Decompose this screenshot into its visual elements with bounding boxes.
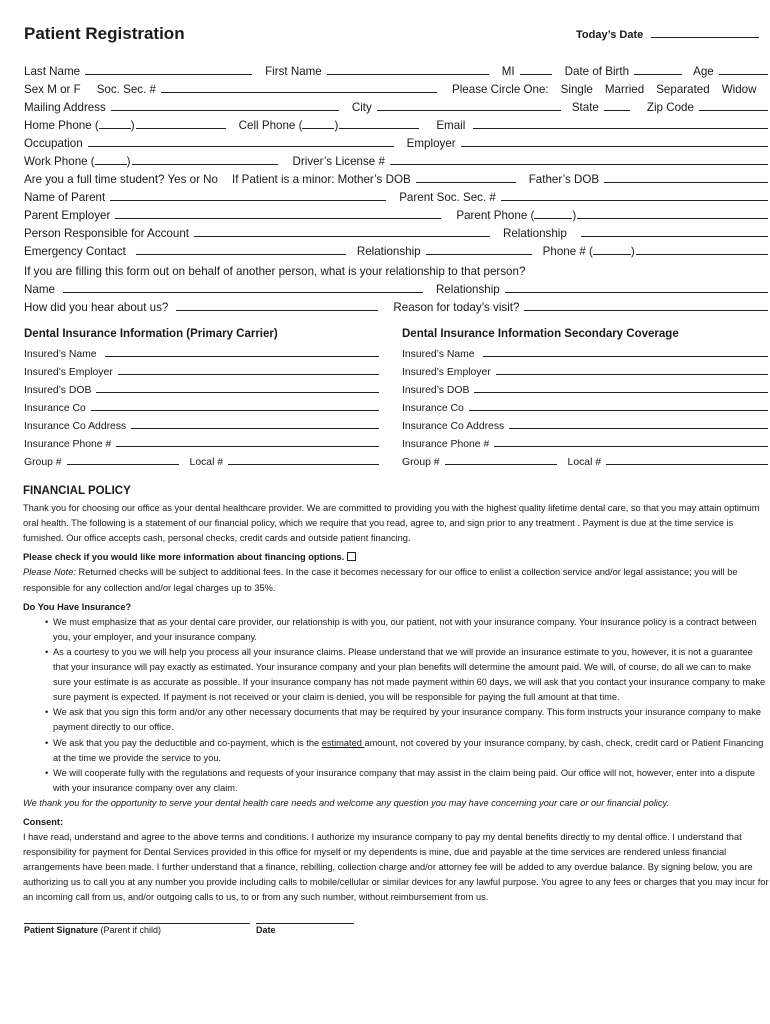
mothers-dob-field[interactable] [416,182,516,183]
circle-one-label: Please Circle One: [452,83,549,96]
parent-phone-area-field[interactable] [534,218,572,219]
state-label: State [571,101,599,114]
responsible-relationship-label: Relationship [502,227,567,240]
primary-group-field[interactable] [67,464,179,465]
financial-policy [23,484,769,906]
secondary-insurance-phone-field[interactable] [494,446,768,447]
list-item: • As a courtesy to you we will help you process all your insurance claims. Please understand that we will provide an insurance estimate to you, however, it is not a guarantee that your insurance will pay exactly as estimated. Your insurance company and your plan benefits will determine the amount paid. We will, of course, do all we can to make sure your estimate is as accurate as possible. If your insurance company has not made payment within 60 days, we will ask that you contact your insurance company to make sure payment is expected. If payment is not received or your claim is denied, you will be responsible for paying the full amount at that time. [53,645,769,705]
emergency-phone-label: Phone # ( [542,245,593,258]
behalf-name-label: Name [24,283,55,296]
secondary-insured-dob-field[interactable] [474,392,768,393]
primary-insurance-address-field[interactable] [131,428,379,429]
secondary-insured-employer-field[interactable] [496,374,768,375]
emergency-relationship-label: Relationship [356,245,421,258]
field-label: Insurance Phone # [24,439,112,450]
field-label: Insured’s Name [24,349,97,360]
last-name-field[interactable] [85,74,252,75]
work-phone-area-field[interactable] [95,164,127,165]
patient-signature-line[interactable] [24,923,250,924]
parent-phone-close: ) [572,209,577,222]
secondary-group-local [402,452,768,468]
cell-phone-area-field[interactable] [302,128,334,129]
city-field[interactable] [377,110,561,111]
financing-info-text: Please check if you would like more information about financing options. [23,552,345,563]
cell-phone-label: Cell Phone ( [238,119,303,132]
secondary-insurance-co [402,398,768,414]
row-sex-ssn [24,78,768,96]
mailing-address-field[interactable] [111,110,339,111]
fathers-dob-field[interactable] [604,182,768,183]
first-name-label: First Name [265,65,322,78]
emergency-phone-close: ) [630,245,635,258]
secondary-local-field[interactable] [606,464,768,465]
primary-insurance-phone-field[interactable] [116,446,379,447]
row-behalf [24,260,768,278]
home-phone-field[interactable] [136,128,226,129]
local-label: Local # [189,457,224,468]
page-title: Patient Registration [24,24,185,43]
occupation-label: Occupation [24,137,83,150]
home-phone-close: ) [130,119,135,132]
field-label: Insurance Co [402,403,464,414]
state-field[interactable] [604,110,630,111]
emergency-phone-area-field[interactable] [593,254,631,255]
todays-date-field[interactable] [576,29,759,41]
thanks-text: We thank you for the opportunity to serve your dental health care needs and welcome any question you may have concerning your care or our financial policy. [23,797,669,808]
responsible-relationship-field[interactable] [581,236,768,237]
behalf-relationship-label: Relationship [435,283,500,296]
primary-insurance-co-field[interactable] [91,410,379,411]
primary-insured-dob-field[interactable] [96,392,379,393]
marital-married[interactable]: Married [604,83,645,96]
responsible-label: Person Responsible for Account [24,227,189,240]
row-name [24,60,768,78]
primary-insurance-phone [24,434,384,450]
behalf-name-field[interactable] [63,292,423,293]
secondary-group-field[interactable] [445,464,557,465]
parent-employer-field[interactable] [115,218,441,219]
secondary-insurance-phone [402,434,768,450]
responsible-field[interactable] [194,236,490,237]
ssn-label: Soc. Sec. # [96,83,156,96]
drivers-license-field[interactable] [390,164,768,165]
primary-insurance-address [24,416,384,432]
mothers-dob-label: If Patient is a minor: Mother’s DOB [232,173,411,186]
last-name-label: Last Name [24,65,81,78]
financial-policy-heading: FINANCIAL POLICY [23,485,131,497]
field-label: Insurance Co [24,403,86,414]
zip-code-field[interactable] [699,110,768,111]
consent-text: I have read, understand and agree to the above terms and conditions. I authorize my insurance company to pay my dental benefits directly to my dental office. I understand that responsibility for payment for Dental Services provided in this office for myself or my dependents is mine, due and payable at the time services are rendered unless financial arrangements have been made. I further understand that a finance, rebilling, collection charge and/or attorney fee will be added to any overdue balance. By signing below, you are authorizing us to call you at any number you provide including calls to mobile/cellular or similar devices for any lawful purpose. You agree to any fees or charges that you may incur for an incoming call from us, and/or outgoing calls to us, to or from any such number, without reimbursement from us. [23,832,769,903]
row-address [24,96,768,114]
parent-phone-field[interactable] [577,218,768,219]
row-referral [24,296,768,314]
todays-date-line[interactable] [651,37,759,38]
parent-ssn-label: Parent Soc. Sec. # [399,191,496,204]
emergency-contact-field[interactable] [136,254,346,255]
note-paragraph [23,565,769,595]
secondary-insurance-address-field[interactable] [509,428,768,429]
hear-about-field[interactable] [176,310,378,311]
secondary-insured-dob [402,380,768,396]
financing-info-checkbox[interactable] [347,552,356,561]
row-work-license [24,150,768,168]
bullet4-underlined: estimated [321,737,365,748]
parent-phone-label: Parent Phone ( [456,209,535,222]
reason-visit-field[interactable] [524,310,768,311]
email-field[interactable] [473,128,768,129]
primary-insured-employer [24,362,384,378]
field-label: Insured’s Name [402,349,475,360]
parent-employer-label: Parent Employer [24,209,111,222]
parent-ssn-field[interactable] [501,200,768,201]
age-label: Age [693,65,714,78]
home-phone-area-field[interactable] [99,128,131,129]
list-item: • We must emphasize that as your dental care provider, our relationship is with you, our patient, not with your insurance company. Your insurance policy is a contract between you, your employer, and your insurance company. [53,615,769,645]
row-emergency [24,240,768,258]
secondary-insurance-title: Dental Insurance Information Secondary Coverage [402,328,679,340]
bullet4-text: We ask that you pay the deductible and co-payment, which is the [53,737,322,748]
secondary-insurance-address [402,416,768,432]
row-parent-employer [24,204,768,222]
date-caption: Date [256,925,276,935]
primary-local-field[interactable] [228,464,379,465]
secondary-insurance-co-field[interactable] [469,410,768,411]
signature-sub: (Parent if child) [100,925,162,935]
field-label: Insurance Co Address [402,421,505,432]
secondary-insured-name-field[interactable] [483,356,768,357]
financing-info-check [23,550,769,565]
emergency-phone-field[interactable] [636,254,768,255]
emergency-contact-label: Emergency Contact [24,245,126,258]
cell-phone-field[interactable] [339,128,419,129]
zip-code-label: Zip Code [646,101,694,114]
field-label: Insurance Co Address [24,421,127,432]
row-occupation [24,132,768,150]
first-name-field[interactable] [327,74,489,75]
row-parent-name [24,186,768,204]
bullet4-text-end: amount, not covered by your insurance company, by cash, check, credit card or Patient Financing at the time we provide the service to you. [53,737,764,763]
dob-label: Date of Birth [564,65,630,78]
primary-insured-employer-field[interactable] [118,374,379,375]
mailing-address-label: Mailing Address [24,101,106,114]
primary-insured-dob [24,380,384,396]
occupation-field[interactable] [88,146,394,147]
drivers-license-label: Driver’s License # [292,155,385,168]
field-label: Insurance Phone # [402,439,490,450]
mi-field[interactable] [520,74,552,75]
reason-visit-label: Reason for today’s visit? [393,301,520,314]
parent-name-label: Name of Parent [24,191,106,204]
row-responsible [24,222,768,240]
ssn-field[interactable] [161,92,437,93]
list-item: • We will cooperate fully with the regulations and requests of your insurance company that may assist in the claim being paid. Our office will not, however, enter into a dispute with your insurance company over any claim. [53,766,769,796]
behalf-relationship-field[interactable] [505,292,768,293]
city-label: City [351,101,372,114]
list-item: • We ask that you sign this form and/or any other necessary documents that may be required by your insurance company. This form instructs your insurance company to make payment directly to our office. [53,705,769,735]
financial-intro: Thank you for choosing our office as your dental healthcare provider. We are committed to providing you with the highest quality lifetime dental care, so that you may attain optimum oral health. The following is a statement of our financial policy, which we require that you read, agree to, and sign prior to any treatment . Payment is due at the time service is furnished. Our office accepts cash, personal checks, credit cards and outside patient financing. [23,503,760,544]
consent-label: Consent: [23,816,64,827]
parent-name-field[interactable] [110,200,386,201]
work-phone-label: Work Phone ( [24,155,95,168]
primary-insurance-co [24,398,384,414]
employer-label: Employer [406,137,456,150]
todays-date-label: Today’s Date [576,29,644,41]
work-phone-field[interactable] [132,164,278,165]
marital-single[interactable]: Single [560,83,593,96]
employer-field[interactable] [461,146,768,147]
primary-insured-name-field[interactable] [105,356,379,357]
patient-signature-caption [24,925,161,935]
field-label: Insured’s DOB [24,385,92,396]
secondary-insured-employer [402,362,768,378]
secondary-insured-name [402,344,768,360]
home-phone-label: Home Phone ( [24,119,99,132]
cell-phone-close: ) [334,119,339,132]
age-field[interactable] [719,74,768,75]
primary-insured-name [24,344,384,360]
student-label: Are you a full time student? Yes or No [24,173,218,186]
group-label: Group # [24,457,62,468]
emergency-relationship-field[interactable] [426,254,532,255]
list-item [53,736,769,766]
insurance-question: Do You Have Insurance? [23,601,132,612]
row-behalf-name [24,278,768,296]
work-phone-close: ) [126,155,131,168]
primary-insurance-title: Dental Insurance Information (Primary Carrier) [24,328,278,340]
signature-date-line[interactable] [256,923,354,924]
primary-group-local [24,452,384,468]
marital-widow[interactable]: Widow [721,83,757,96]
field-label: Insured’s Employer [24,367,113,378]
hear-about-label: How did you hear about us? [24,301,169,314]
dob-field[interactable] [634,74,682,75]
sex-label: Sex M or F [24,83,81,96]
fathers-dob-label: Father’s DOB [528,173,600,186]
note-label: Please Note: [23,567,76,578]
mi-label: MI [501,65,515,78]
email-label: Email [436,119,466,132]
field-label: Insured’s Employer [402,367,491,378]
marital-separated[interactable]: Separated [656,83,710,96]
row-phone-email [24,114,768,132]
local-label: Local # [567,457,602,468]
row-student-minor [24,168,768,186]
signature-label: Patient Signature [24,925,99,935]
field-label: Insured’s DOB [402,385,470,396]
note-text: Returned checks will be subject to additional fees. In the case it becomes necessary for our office to enlist a collection service and/or legal assistance; you will be responsible for any collection and/or legal charges up to 35%. [23,567,738,593]
behalf-question: If you are filling this form out on behalf of another person, what is your relationship to that person? [24,265,526,278]
group-label: Group # [402,457,440,468]
insurance-bullets [23,615,769,796]
